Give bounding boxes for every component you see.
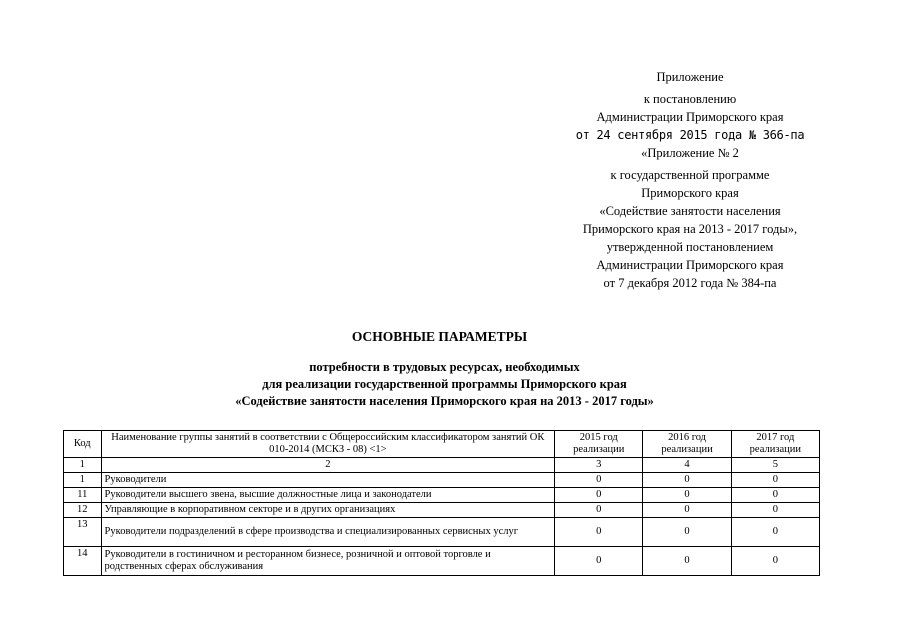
row-value-2015: 0	[555, 503, 643, 518]
appendix-line: Администрации Приморского края	[596, 258, 784, 272]
appendix-line: к государственной программе	[610, 168, 770, 182]
table-row	[64, 488, 820, 503]
row-value-2017: 0	[731, 473, 819, 488]
row-name: Руководители	[101, 473, 555, 488]
row-name: Руководители высшего звена, высшие должностные лица и законодатели	[101, 488, 555, 503]
row-value-2015: 0	[555, 473, 643, 488]
appendix-line: Приложение	[656, 70, 724, 84]
table-row	[64, 503, 820, 518]
column-number: 5	[731, 458, 819, 473]
table-row	[64, 518, 820, 547]
header-name: Наименование группы занятий в соответствии с Общероссийским классификатором занятий ОК 010-2014 (МСКЗ - 08) <1>	[101, 431, 555, 458]
row-name: Управляющие в корпоративном секторе и в других организациях	[101, 503, 555, 518]
column-numbering-row	[64, 458, 820, 473]
appendix-line: к постановлению	[643, 92, 737, 106]
row-value-2015: 0	[555, 518, 643, 547]
document-subtitle-line: «Содействие занятости населения Приморского края на 2013 - 2017 годы»	[235, 394, 654, 408]
row-value-2016: 0	[643, 547, 731, 576]
header-2016: 2016 год реализации	[643, 431, 731, 458]
document-subtitle-line: для реализации государственной программы Приморского края	[262, 377, 627, 391]
row-value-2015: 0	[555, 547, 643, 576]
row-value-2017: 0	[731, 547, 819, 576]
row-name: Руководители подразделений в сфере производства и специализированных сервисных услуг	[101, 518, 555, 547]
row-value-2016: 0	[643, 518, 731, 547]
appendix-line: утвержденной постановлением	[606, 240, 774, 254]
appendix-line: «Приложение № 2	[641, 146, 739, 160]
row-value-2016: 0	[643, 503, 731, 518]
table-row	[64, 473, 820, 488]
row-code: 1	[64, 473, 102, 488]
row-code: 14	[64, 547, 102, 576]
table-header-row	[64, 431, 820, 458]
row-value-2015: 0	[555, 488, 643, 503]
row-value-2017: 0	[731, 518, 819, 547]
column-number: 3	[555, 458, 643, 473]
column-number: 4	[643, 458, 731, 473]
document-title-block	[0, 329, 905, 410]
appendix-line: Приморского края	[641, 186, 739, 200]
appendix-line: «Содействие занятости населения	[599, 204, 781, 218]
column-number: 1	[64, 458, 102, 473]
appendix-block	[540, 68, 840, 292]
row-value-2016: 0	[643, 488, 731, 503]
header-code: Код	[64, 431, 102, 458]
appendix-date-stamp: от 24 сентября 2015 года № 366-па	[575, 128, 805, 142]
document-title: ОСНОВНЫЕ ПАРАМЕТРЫ	[351, 329, 528, 344]
row-code: 12	[64, 503, 102, 518]
row-value-2016: 0	[643, 473, 731, 488]
appendix-line: Администрации Приморского края	[596, 110, 784, 124]
header-2015: 2015 год реализации	[555, 431, 643, 458]
row-value-2017: 0	[731, 503, 819, 518]
document-subtitle-line: потребности в трудовых ресурсах, необходимых	[309, 360, 580, 374]
row-value-2017: 0	[731, 488, 819, 503]
row-name: Руководители в гостиничном и ресторанном бизнесе, розничной и оптовой торговле и родственных сферах обслуживания	[101, 547, 555, 576]
row-code: 11	[64, 488, 102, 503]
appendix-line: от 7 декабря 2012 года № 384-па	[603, 276, 777, 290]
appendix-line: Приморского края на 2013 - 2017 годы»,	[582, 222, 798, 236]
header-2017: 2017 год реализации	[731, 431, 819, 458]
column-number: 2	[101, 458, 555, 473]
row-code: 13	[64, 518, 102, 547]
parameters-table	[63, 430, 820, 576]
table-row	[64, 547, 820, 576]
